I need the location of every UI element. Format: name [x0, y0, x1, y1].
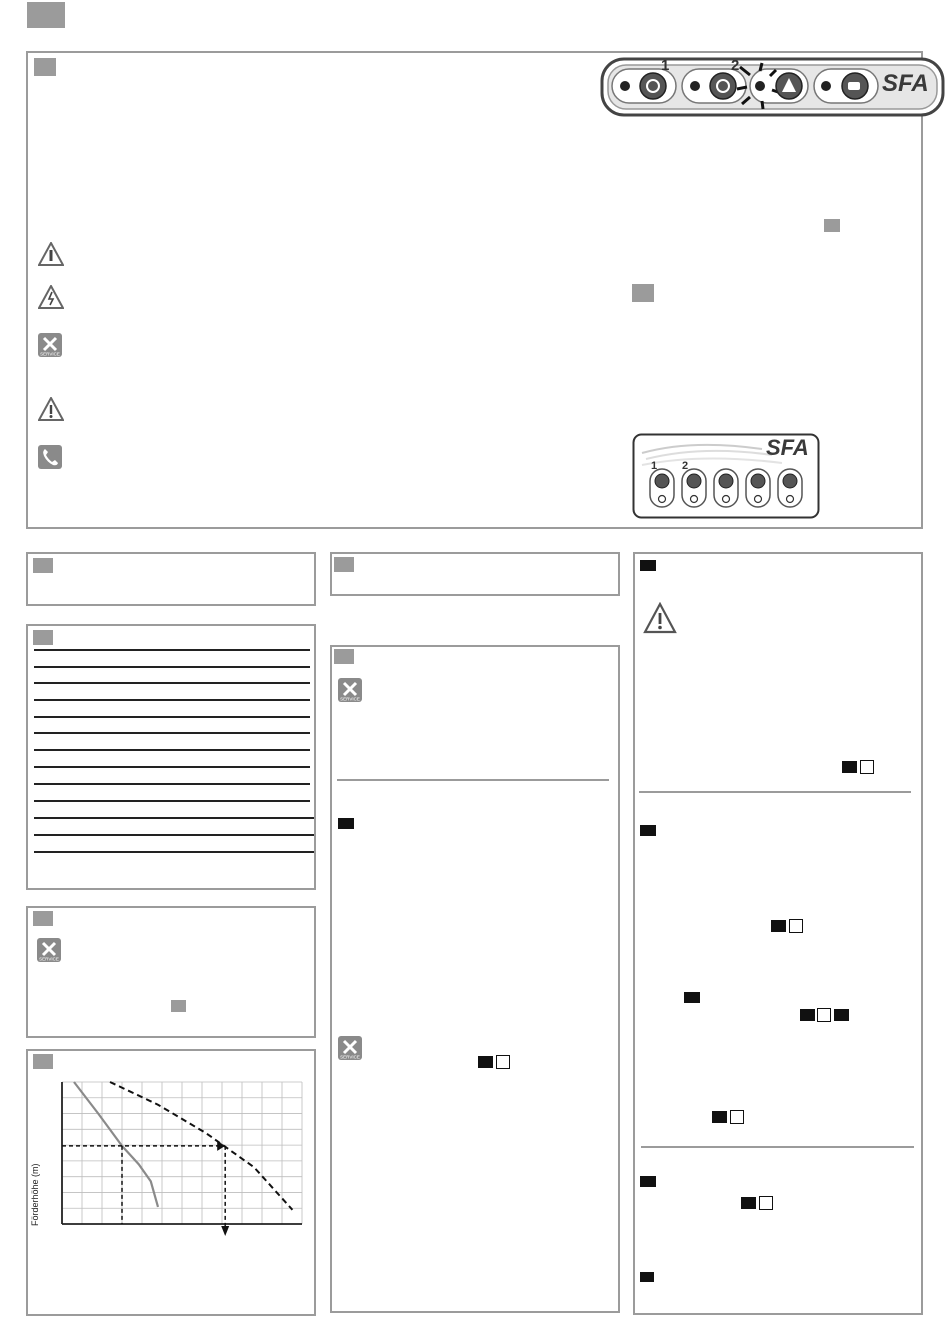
chart-guide-arrow-down [221, 1226, 229, 1236]
figure-ref-white [759, 1196, 773, 1210]
table-row [34, 716, 310, 718]
y-axis-label: Förderhöhe (m) [30, 1163, 40, 1226]
warning-triangle-icon [38, 242, 64, 266]
section-col1-service-marker [33, 911, 53, 926]
figure-ref-black [478, 1056, 493, 1068]
service-tools-icon [338, 1036, 362, 1060]
table-row [34, 800, 310, 802]
divider [639, 791, 911, 793]
figure-ref-white [789, 919, 803, 933]
control-panel-top [600, 57, 945, 117]
table-row [34, 732, 310, 734]
caution-triangle-icon [643, 602, 677, 634]
divider [641, 1146, 914, 1148]
subsection-marker [632, 284, 654, 302]
step-marker [640, 1176, 656, 1187]
section-col1-a [26, 552, 316, 606]
figure-ref-white [730, 1110, 744, 1124]
figure-ref-black [800, 1009, 815, 1021]
figure-ref-black [712, 1111, 727, 1123]
section-col3 [633, 552, 923, 1315]
control-panel-bottom [632, 433, 820, 519]
table-row [34, 749, 310, 751]
reference-marker [824, 219, 840, 232]
figure-ref-white [817, 1008, 831, 1022]
table-row [34, 834, 314, 836]
figure-ref-black [842, 761, 857, 773]
svg-text:SERVICE: SERVICE [39, 956, 59, 962]
pump-curve-chart [58, 1080, 306, 1236]
table-row [34, 649, 310, 651]
step-marker [684, 992, 700, 1003]
panel-bottom-number-1: 1 [651, 460, 658, 472]
service-tools-icon [37, 938, 61, 962]
divider [337, 779, 609, 781]
table-row [34, 817, 314, 819]
electric-hazard-icon [38, 285, 64, 309]
caution-triangle-icon [38, 397, 64, 421]
panel-bottom-number-2: 2 [682, 460, 689, 472]
svg-text:SERVICE: SERVICE [40, 351, 60, 357]
service-tools-icon [338, 678, 362, 702]
figure-ref-white [860, 760, 874, 774]
section-col1-chart-marker [33, 1054, 53, 1069]
step-marker [640, 560, 656, 571]
reference-marker [171, 1000, 186, 1012]
chart-series-2 [110, 1082, 292, 1210]
panel-top-number-1: 1 [661, 57, 670, 74]
figure-ref-black [834, 1009, 849, 1021]
table-row [34, 766, 310, 768]
chart-series-1 [74, 1082, 158, 1207]
phone-icon [38, 445, 62, 469]
figure-ref-black [771, 920, 786, 932]
step-marker [640, 825, 656, 836]
svg-text:SERVICE: SERVICE [340, 1054, 360, 1060]
step-marker [640, 1272, 654, 1282]
figure-ref-white [496, 1055, 510, 1069]
section-col1-a-marker [33, 558, 53, 573]
service-tools-icon [38, 333, 62, 357]
chart-plot [58, 1080, 306, 1236]
figure-ref-black [741, 1197, 756, 1209]
table-row [34, 682, 310, 684]
table-row [34, 666, 310, 668]
panel-top-brand: SFA [882, 70, 929, 97]
section-col2-b-marker [334, 649, 354, 664]
chart-guide-arrow-right [217, 1141, 225, 1151]
section-col2-a-marker [334, 557, 354, 572]
svg-text:SERVICE: SERVICE [340, 696, 360, 702]
section-col2-b [330, 645, 620, 1313]
section-col1-table-marker [33, 630, 53, 645]
section-col1-service [26, 906, 316, 1038]
table-row [34, 851, 314, 853]
table-row [34, 699, 310, 701]
panel-bottom-brand: SFA [766, 435, 809, 460]
section-col2-a [330, 552, 620, 596]
panel-top-number-2: 2 [731, 57, 740, 74]
step-marker [338, 818, 354, 829]
top-section-marker [34, 58, 56, 76]
table-row [34, 783, 310, 785]
page-header-marker [27, 2, 65, 28]
